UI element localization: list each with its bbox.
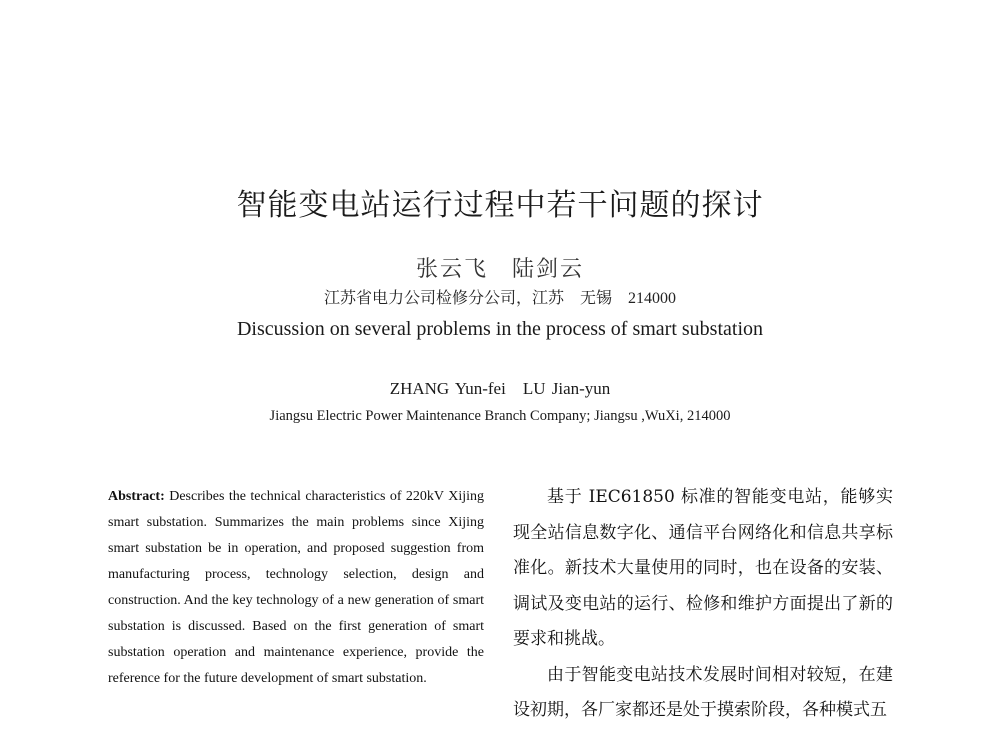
affiliation-english: Jiangsu Electric Power Maintenance Branch Company; Jiangsu ,WuXi, 214000: [269, 408, 731, 424]
title-chinese: 智能变电站运行过程中若干问题的探讨: [236, 188, 764, 223]
abstract: [108, 484, 484, 692]
affiliation-chinese: 江苏省电力公司检修分公司，江苏 无锡 214000: [323, 290, 676, 307]
body-text: [513, 480, 893, 729]
abstract-text: Describes the technical characteristics of 220kV Xijing smart substation. Summarizes the main problems since Xijing smart substation be in operation, and proposed suggestion from manufacturing process, technology selection, design and construction. And the key technology of a new generation of smart substation is discussed. Based on the first generation of smart substation operation and maintenance experience, provide the reference for the future development of smart substation.: [108, 489, 484, 686]
abstract-label: Abstract:: [108, 489, 165, 504]
authors-english: ZHANG Yun-fei LU Jian-yun: [389, 379, 611, 398]
authors-chinese: 张云飞 陆剑云: [415, 257, 584, 282]
body-paragraph: 基于 IEC61850 标准的智能变电站，能够实现全站信息数字化、通信平台网络化和信息共享标准化。新技术大量使用的同时，也在设备的安装、调试及变电站的运行、检修和维护方面提出了新的要求和挑战。: [513, 487, 893, 649]
body-paragraph: 由于智能变电站技术发展时间相对较短，在建设初期，各厂家都还是处于摸索阶段，各种模式五: [513, 664, 893, 720]
title-english: Discussion on several problems in the process of smart substation: [236, 318, 764, 340]
